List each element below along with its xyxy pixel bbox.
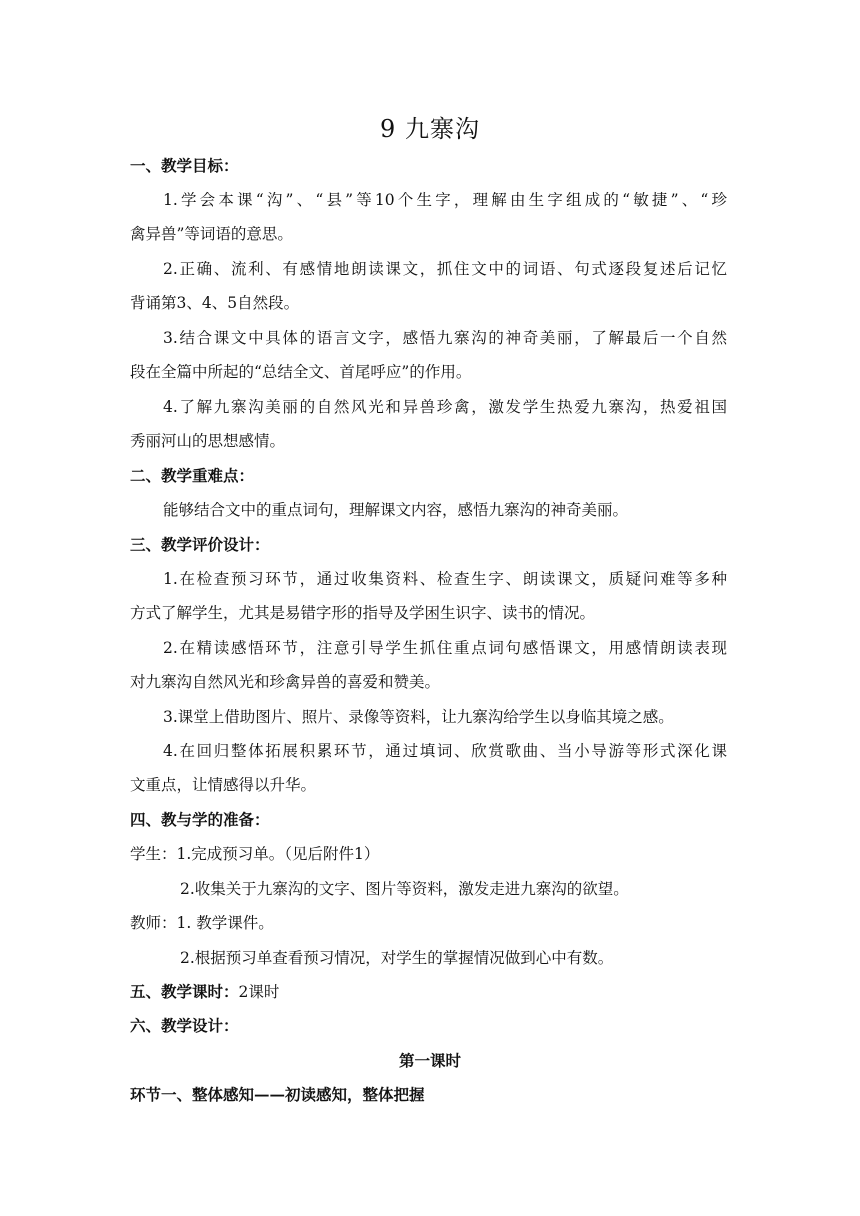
goal-4-line-1: 4.了解九寨沟美丽的自然风光和异兽珍禽，激发学生热爱九寨沟，热爱祖国 xyxy=(163,398,727,416)
goal-1-line-2: 禽异兽”等词语的意思。 xyxy=(130,225,293,243)
lesson-subheading: 第一课时 xyxy=(398,1051,461,1070)
teacher-prep-1: 教师：1. 教学课件。 xyxy=(130,914,274,932)
goal-3-line-1: 3.结合课文中具体的语言文字，感悟九寨沟的神奇美丽，了解最后一个自然 xyxy=(163,329,727,347)
eval-3-line-1: 3.课堂上借助图片、照片、录像等资料，让九寨沟给学生以身临其境之感。 xyxy=(163,708,674,726)
section-heading-evaluation: 三、教学评价设计： xyxy=(130,535,270,554)
key-points-text: 能够结合文中的重点词句，理解课文内容，感悟九寨沟的神奇美丽。 xyxy=(163,501,629,519)
goal-3-line-2: 段在全篇中所起的“总结全文、首尾呼应”的作用。 xyxy=(130,363,472,381)
eval-4-line-1: 4.在回归整体拓展积累环节，通过填词、欣赏歌曲、当小导游等形式深化课 xyxy=(163,742,727,760)
eval-4-line-2: 文重点，让情感得以升华。 xyxy=(130,776,317,794)
lesson-count-value: 2课时 xyxy=(238,983,280,1001)
goal-4-line-2: 秀丽河山的思想感情。 xyxy=(130,432,286,450)
section-lesson-count xyxy=(130,982,730,1002)
goal-2-line-2: 背诵第3、4、5自然段。 xyxy=(130,294,300,312)
page-title: 9 九寨沟 xyxy=(380,115,480,143)
section-heading-key-points: 二、教学重难点： xyxy=(130,466,255,485)
teacher-prep-2: 2.根据预习单查看预习情况，对学生的掌握情况做到心中有数。 xyxy=(180,949,614,967)
goal-1-line-1: 1.学会本课“沟”、“县”等10个生字，理解由生字组成的“敏捷”、“珍 xyxy=(163,191,727,209)
student-prep-1: 学生：1.完成预习单。（见后附件1） xyxy=(130,845,380,863)
section-heading-lesson-count: 五、教学课时： xyxy=(130,982,239,1001)
section-heading-goals: 一、教学目标： xyxy=(130,156,239,175)
eval-2-line-2: 对九寨沟自然风光和珍禽异兽的喜爱和赞美。 xyxy=(130,673,441,691)
step-heading: 环节一、整体感知——初读感知，整体把握 xyxy=(130,1085,425,1104)
eval-1-line-2: 方式了解学生，尤其是易错字形的指导及学困生识字、读书的情况。 xyxy=(130,604,596,622)
section-heading-preparation: 四、教与学的准备： xyxy=(130,810,270,829)
student-prep-2: 2.收集关于九寨沟的文字、图片等资料，激发走进九寨沟的欲望。 xyxy=(180,880,629,898)
eval-1-line-1: 1.在检查预习环节，通过收集资料、检查生字、朗读课文，质疑问难等多种 xyxy=(163,570,727,588)
section-heading-design: 六、教学设计： xyxy=(130,1016,239,1035)
eval-2-line-1: 2.在精读感悟环节，注意引导学生抓住重点词句感悟课文，用感情朗读表现 xyxy=(163,639,727,657)
goal-2-line-1: 2.正确、流利、有感情地朗读课文，抓住文中的词语、句式逐段复述后记忆 xyxy=(163,260,727,278)
